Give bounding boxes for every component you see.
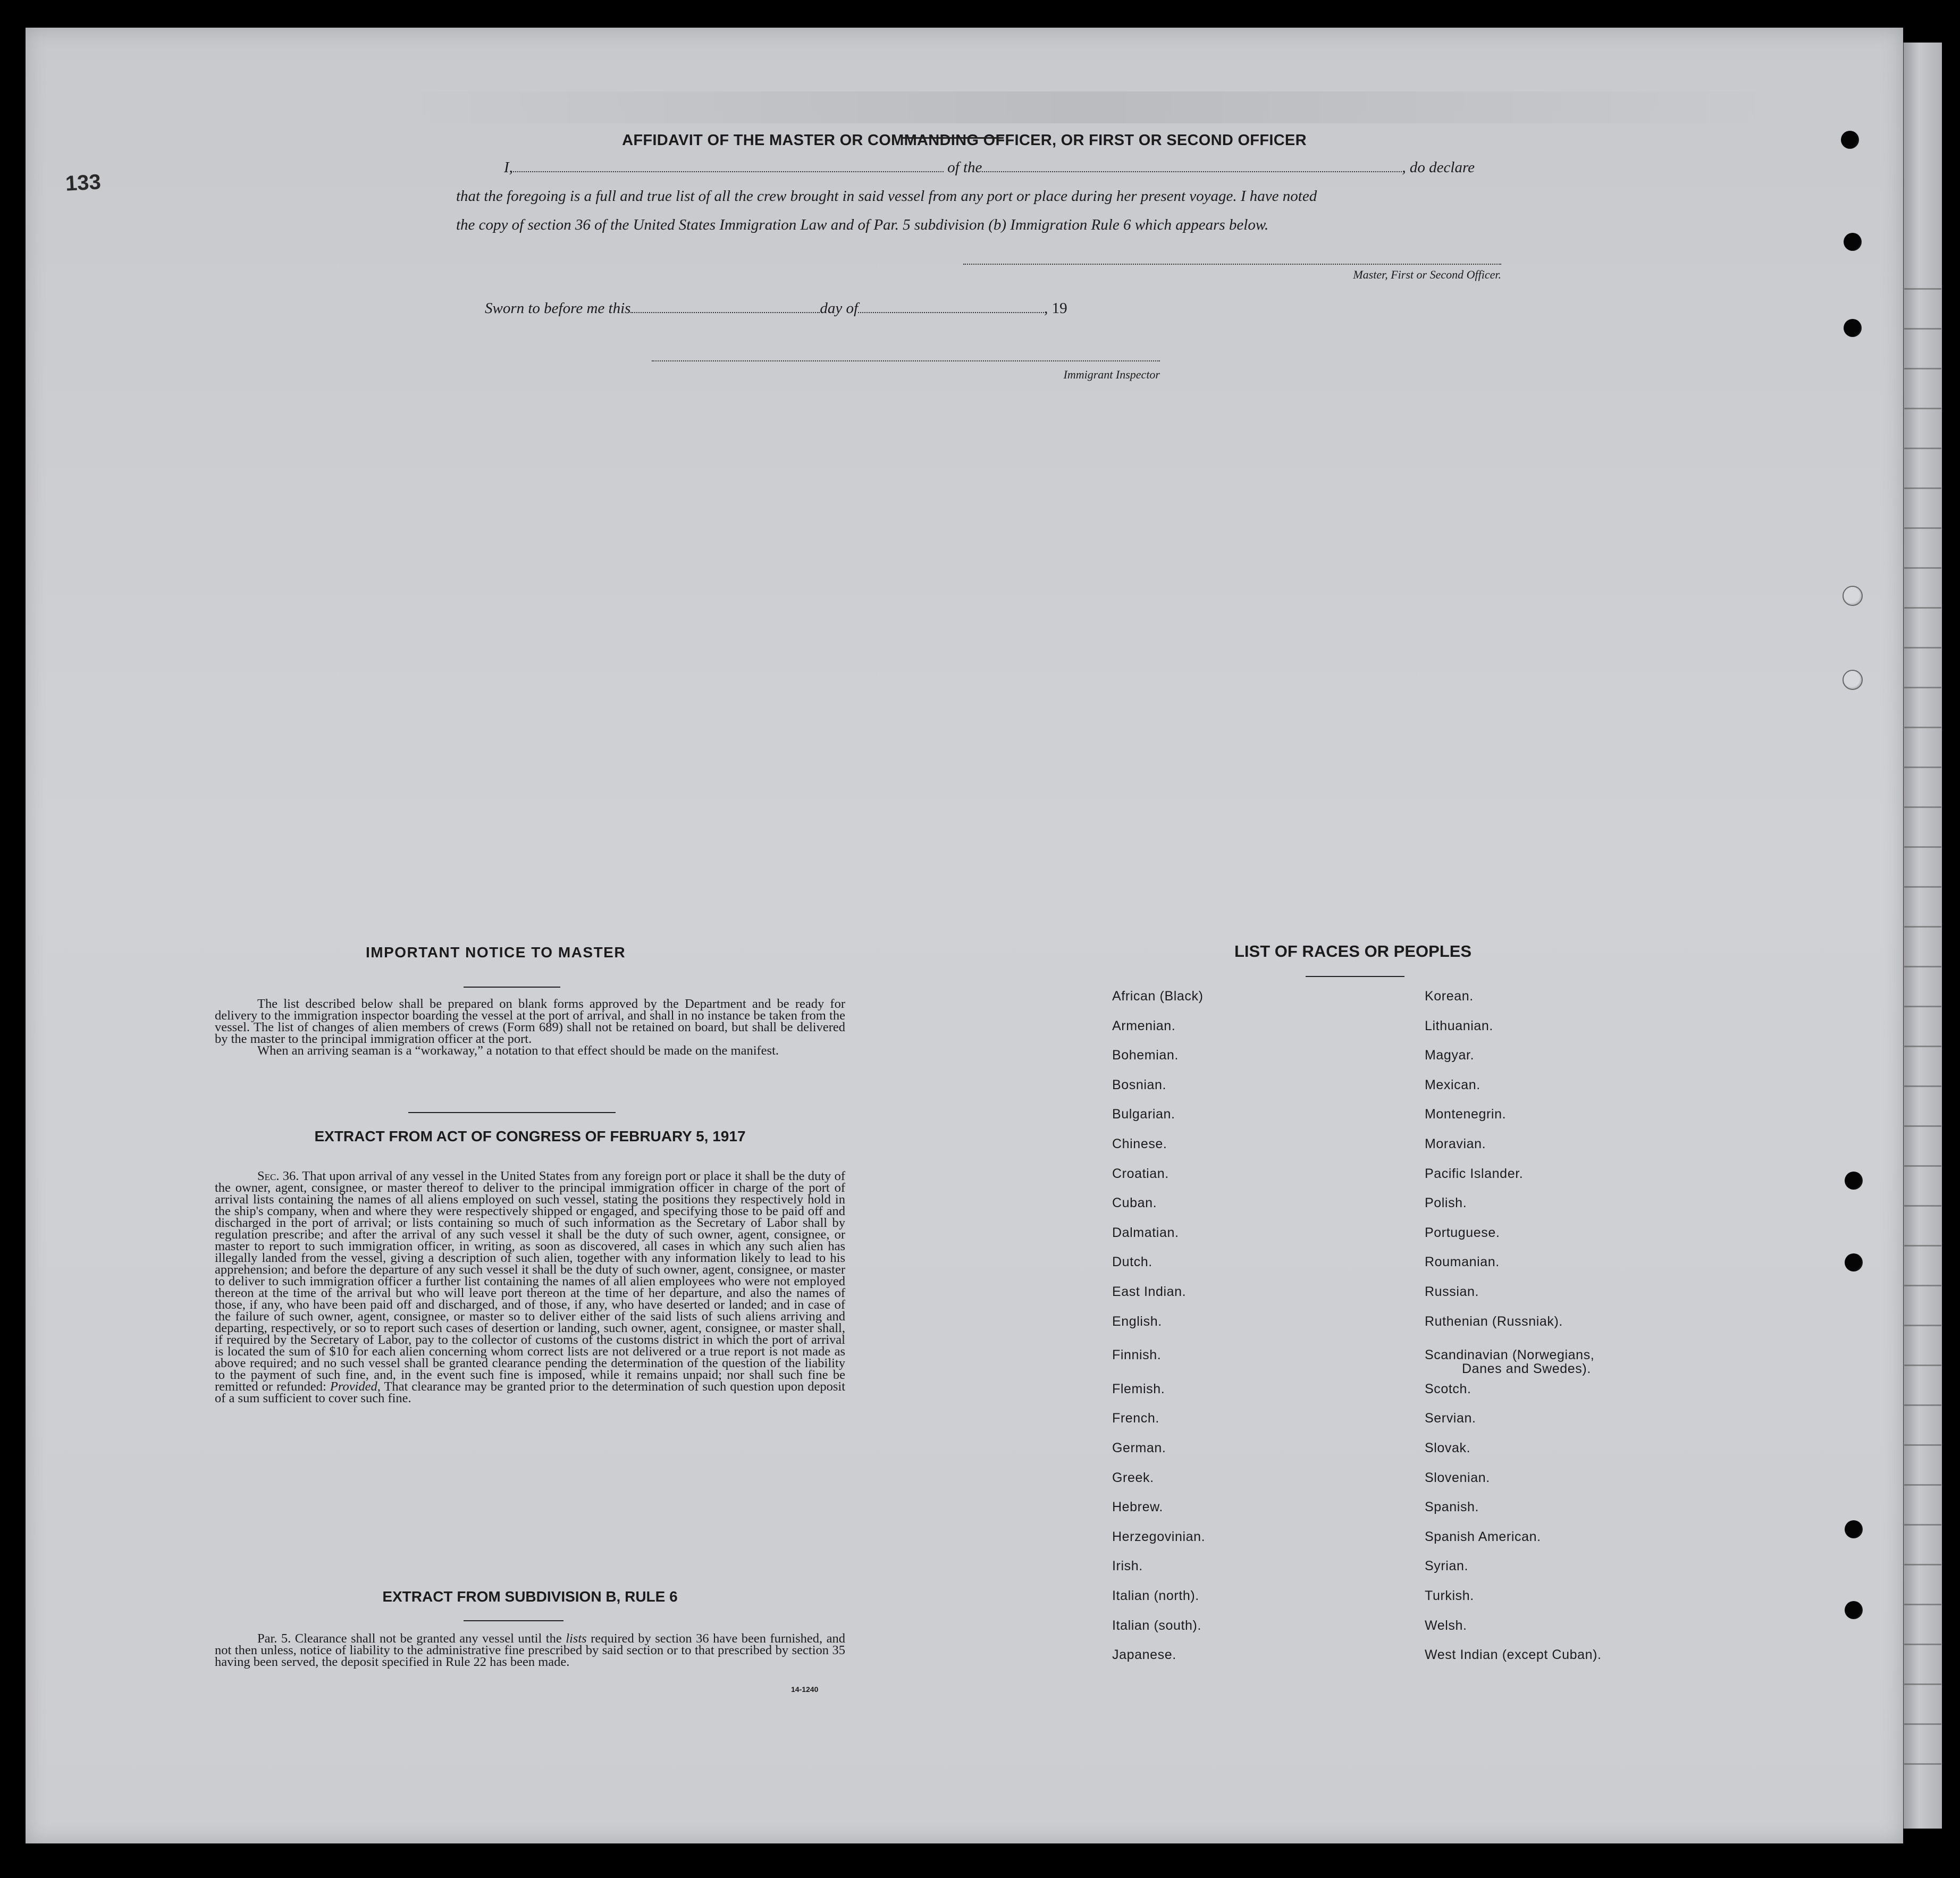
race-item: Herzegovinian. — [1112, 1529, 1206, 1544]
race-item: Russian. — [1425, 1284, 1479, 1299]
race-item: Servian. — [1425, 1411, 1476, 1426]
sworn-month-blank[interactable] — [858, 300, 1044, 313]
race-item: Chinese. — [1112, 1136, 1167, 1151]
statement-line-2: that the foregoing is a full and true list of all the crew brought in said vessel from any port or place during her present voyage. I have noted — [456, 188, 1317, 205]
race-item: Irish. — [1112, 1559, 1143, 1574]
races-underline — [1306, 976, 1404, 977]
rule-extract-title: EXTRACT FROM SUBDIVISION B, RULE 6 — [382, 1588, 678, 1605]
sworn-day-blank[interactable] — [630, 300, 820, 313]
punch-hole — [1843, 670, 1863, 690]
do-declare-label: , do declare — [1402, 159, 1475, 176]
inspector-caption: Immigrant Inspector — [1063, 368, 1160, 381]
notice-underline — [464, 987, 560, 988]
notice-paragraph-1: The list described below shall be prepared on blank forms approved by the Department and be ready for delivery to the immigration inspector boarding the vessel at the port of arrival, and shall in no instance be taken from the vessel. The list of changes of alien members of crews (Form 689) shall not be retained on board, but shall be delivered by the master to the principal immigration officer at the port. — [215, 997, 845, 1046]
race-item: Cuban. — [1112, 1195, 1157, 1211]
race-item: Montenegrin. — [1425, 1107, 1507, 1122]
race-item: Dutch. — [1112, 1254, 1153, 1270]
race-item: German. — [1112, 1441, 1166, 1455]
race-item: Dalmatian. — [1112, 1225, 1179, 1240]
race-item: Japanese. — [1112, 1647, 1176, 1663]
day-of-label: day of — [820, 300, 859, 317]
declaration-line — [456, 153, 1503, 182]
rule-text-after: required by section 36 have been furnished, and not then unless, notice of liability to the administrative fine prescribed by said section or to that prescribed by section 35 having been served, the deposit specified in Rule 22 has been made. — [215, 1631, 846, 1669]
vessel-blank-field[interactable] — [982, 159, 1402, 172]
race-item: Armenian. — [1112, 1018, 1176, 1033]
race-item: Mexican. — [1425, 1077, 1480, 1092]
bleed-through-shadow — [398, 91, 1780, 123]
race-item: Portuguese. — [1425, 1225, 1500, 1240]
race-item: Croatian. — [1112, 1166, 1169, 1181]
race-item: Korean. — [1425, 989, 1474, 1004]
act-extract-body — [215, 1170, 845, 1404]
race-item: Turkish. — [1425, 1588, 1474, 1603]
affidavit-title: AFFIDAVIT OF THE MASTER OR COMMANDING OFFICER, OR FIRST OR SECOND OFFICER — [622, 132, 1307, 149]
section-label: Sec. 36. — [257, 1169, 299, 1183]
race-item-continuation: Danes and Swedes). — [1462, 1361, 1591, 1377]
title-underline — [903, 137, 1004, 139]
race-item: French. — [1112, 1411, 1159, 1426]
affidavit-statement — [456, 153, 1503, 239]
race-item: Bohemian. — [1112, 1048, 1179, 1063]
race-item: Greek. — [1112, 1470, 1154, 1485]
punch-hole — [1845, 1520, 1863, 1538]
punch-hole — [1845, 1601, 1863, 1619]
race-item: Slovak. — [1425, 1441, 1471, 1455]
margin-stamp-number: 133 — [64, 170, 102, 196]
rule-text-before: Par. 5. Clearance shall not be granted any vessel until the — [257, 1631, 562, 1646]
notice-title: IMPORTANT NOTICE TO MASTER — [366, 944, 626, 961]
notice-paragraph-2: When an arriving seaman is a “workaway,” a notation to that effect should be made on the manifest. — [257, 1043, 779, 1058]
race-item: East Indian. — [1112, 1284, 1187, 1299]
race-item: Bosnian. — [1112, 1077, 1167, 1092]
race-item: Italian (south). — [1112, 1618, 1202, 1633]
race-item: Flemish. — [1112, 1381, 1165, 1396]
statement-line-3: the copy of section 36 of the United States Immigration Law and of Par. 5 subdivision (b) Immigration Rule 6 which appears below. — [456, 216, 1269, 233]
inspector-signature-line[interactable] — [652, 360, 1160, 361]
section-divider — [408, 1112, 616, 1113]
race-item: Italian (north). — [1112, 1588, 1199, 1603]
section-36-text: That upon arrival of any vessel in the United States from any foreign port or place it shall be the duty of the owner, agent, consignee, or master thereof to deliver to the principal immigration officer in charge of the port of arrival lists containing the names of all aliens employed on such vessel, stating the positions they respectively hold in the ship's company, when and where they were respectively shipped or engaged, and specifying those to be paid off and discharged in the port of arrival; or lists containing so much of such information as the Secretary of Labor shall by regulation prescribe; and after the arrival of any such vessel it shall be the duty of such owner, agent, consignee, or master to report to such immigration officer, in writing, as soon as discovered, all cases in which any such alien has illegally landed from the vessel, giving a description of such alien, together with any information likely to lead to his apprehension; and before the departure of any such vessel it shall be the duty of such owner, agent, consignee, or master to deliver to such immigration officer a further list containing the names of all alien employees who were not employed thereon at the time of the arrival but who will leave port thereon at the time of her departure, and also the names of those, if any, who have been paid off and discharged, and of those, if any, who have deserted or landed; and in case of the failure of such owner, agent, consignee, or master so to deliver either of the said lists of such aliens arriving and departing, respectively, or so to report such cases of desertion or landing, such owner, agent, consignee, or master shall, if required by the Secretary of Labor, pay to the collector of customs of the customs district in which the port of arrival is located the sum of $10 for each alien concerning whom correct lists are not delivered or a true report is not made as above required; and no such vessel shall be granted clearance pending the determination of the question of the liability to the payment of such fine, and, in the event such fine is imposed, while it remains unpaid; nor shall such fine be remitted or refunded: — [215, 1169, 845, 1394]
race-item: Bulgarian. — [1112, 1107, 1175, 1122]
race-item: English. — [1112, 1313, 1162, 1329]
sworn-line — [485, 300, 1067, 317]
form-number: 14-1240 — [791, 1685, 819, 1694]
proviso-text: That clearance may be granted prior to the determination of such question upon deposit of a sum sufficient to cover such fine. — [215, 1379, 846, 1405]
underlying-page-rules — [1904, 250, 1941, 1791]
race-item: Scotch. — [1425, 1381, 1471, 1396]
sworn-label: Sworn to before me this — [485, 300, 631, 317]
punch-hole — [1844, 233, 1862, 251]
act-extract-title: EXTRACT FROM ACT OF CONGRESS OF FEBRUARY 5, 1917 — [314, 1128, 746, 1144]
punch-hole — [1845, 1172, 1863, 1190]
master-signature-line[interactable] — [963, 264, 1501, 265]
punch-hole — [1845, 1253, 1863, 1271]
race-item: Finnish. — [1112, 1348, 1162, 1363]
race-item: Ruthenian (Russniak). — [1425, 1313, 1563, 1329]
master-signature-caption: Master, First or Second Officer. — [1353, 268, 1501, 281]
race-item: Magyar. — [1425, 1048, 1475, 1063]
form-page — [26, 28, 1903, 1843]
i-label: I, — [504, 159, 513, 176]
rule-underline — [464, 1620, 563, 1621]
race-item: Spanish. — [1425, 1500, 1479, 1515]
race-item: Syrian. — [1425, 1559, 1469, 1574]
race-item: Scandinavian (Norwegians, — [1425, 1348, 1595, 1363]
proviso-label: Provided, — [330, 1379, 381, 1394]
race-item: Slovenian. — [1425, 1470, 1490, 1485]
race-item: Spanish American. — [1425, 1529, 1541, 1544]
race-item: Welsh. — [1425, 1618, 1467, 1633]
notice-body — [215, 998, 845, 1057]
rule-text-italic: lists — [566, 1631, 587, 1646]
race-item: Moravian. — [1425, 1136, 1486, 1151]
rule-extract-body — [215, 1633, 845, 1668]
of-the-label: of the — [947, 159, 982, 176]
race-item: Polish. — [1425, 1195, 1467, 1211]
race-item: Hebrew. — [1112, 1500, 1163, 1515]
punch-hole — [1844, 319, 1862, 337]
race-item: Lithuanian. — [1425, 1018, 1493, 1033]
punch-hole — [1843, 586, 1863, 606]
race-item: West Indian (except Cuban). — [1425, 1647, 1602, 1663]
races-title: LIST OF RACES OR PEOPLES — [1234, 942, 1472, 961]
year-prefix: , 19 — [1044, 300, 1067, 317]
race-item: African (Black) — [1112, 989, 1204, 1004]
name-blank-field[interactable] — [513, 159, 944, 172]
race-item: Roumanian. — [1425, 1254, 1500, 1270]
race-item: Pacific Islander. — [1425, 1166, 1524, 1181]
